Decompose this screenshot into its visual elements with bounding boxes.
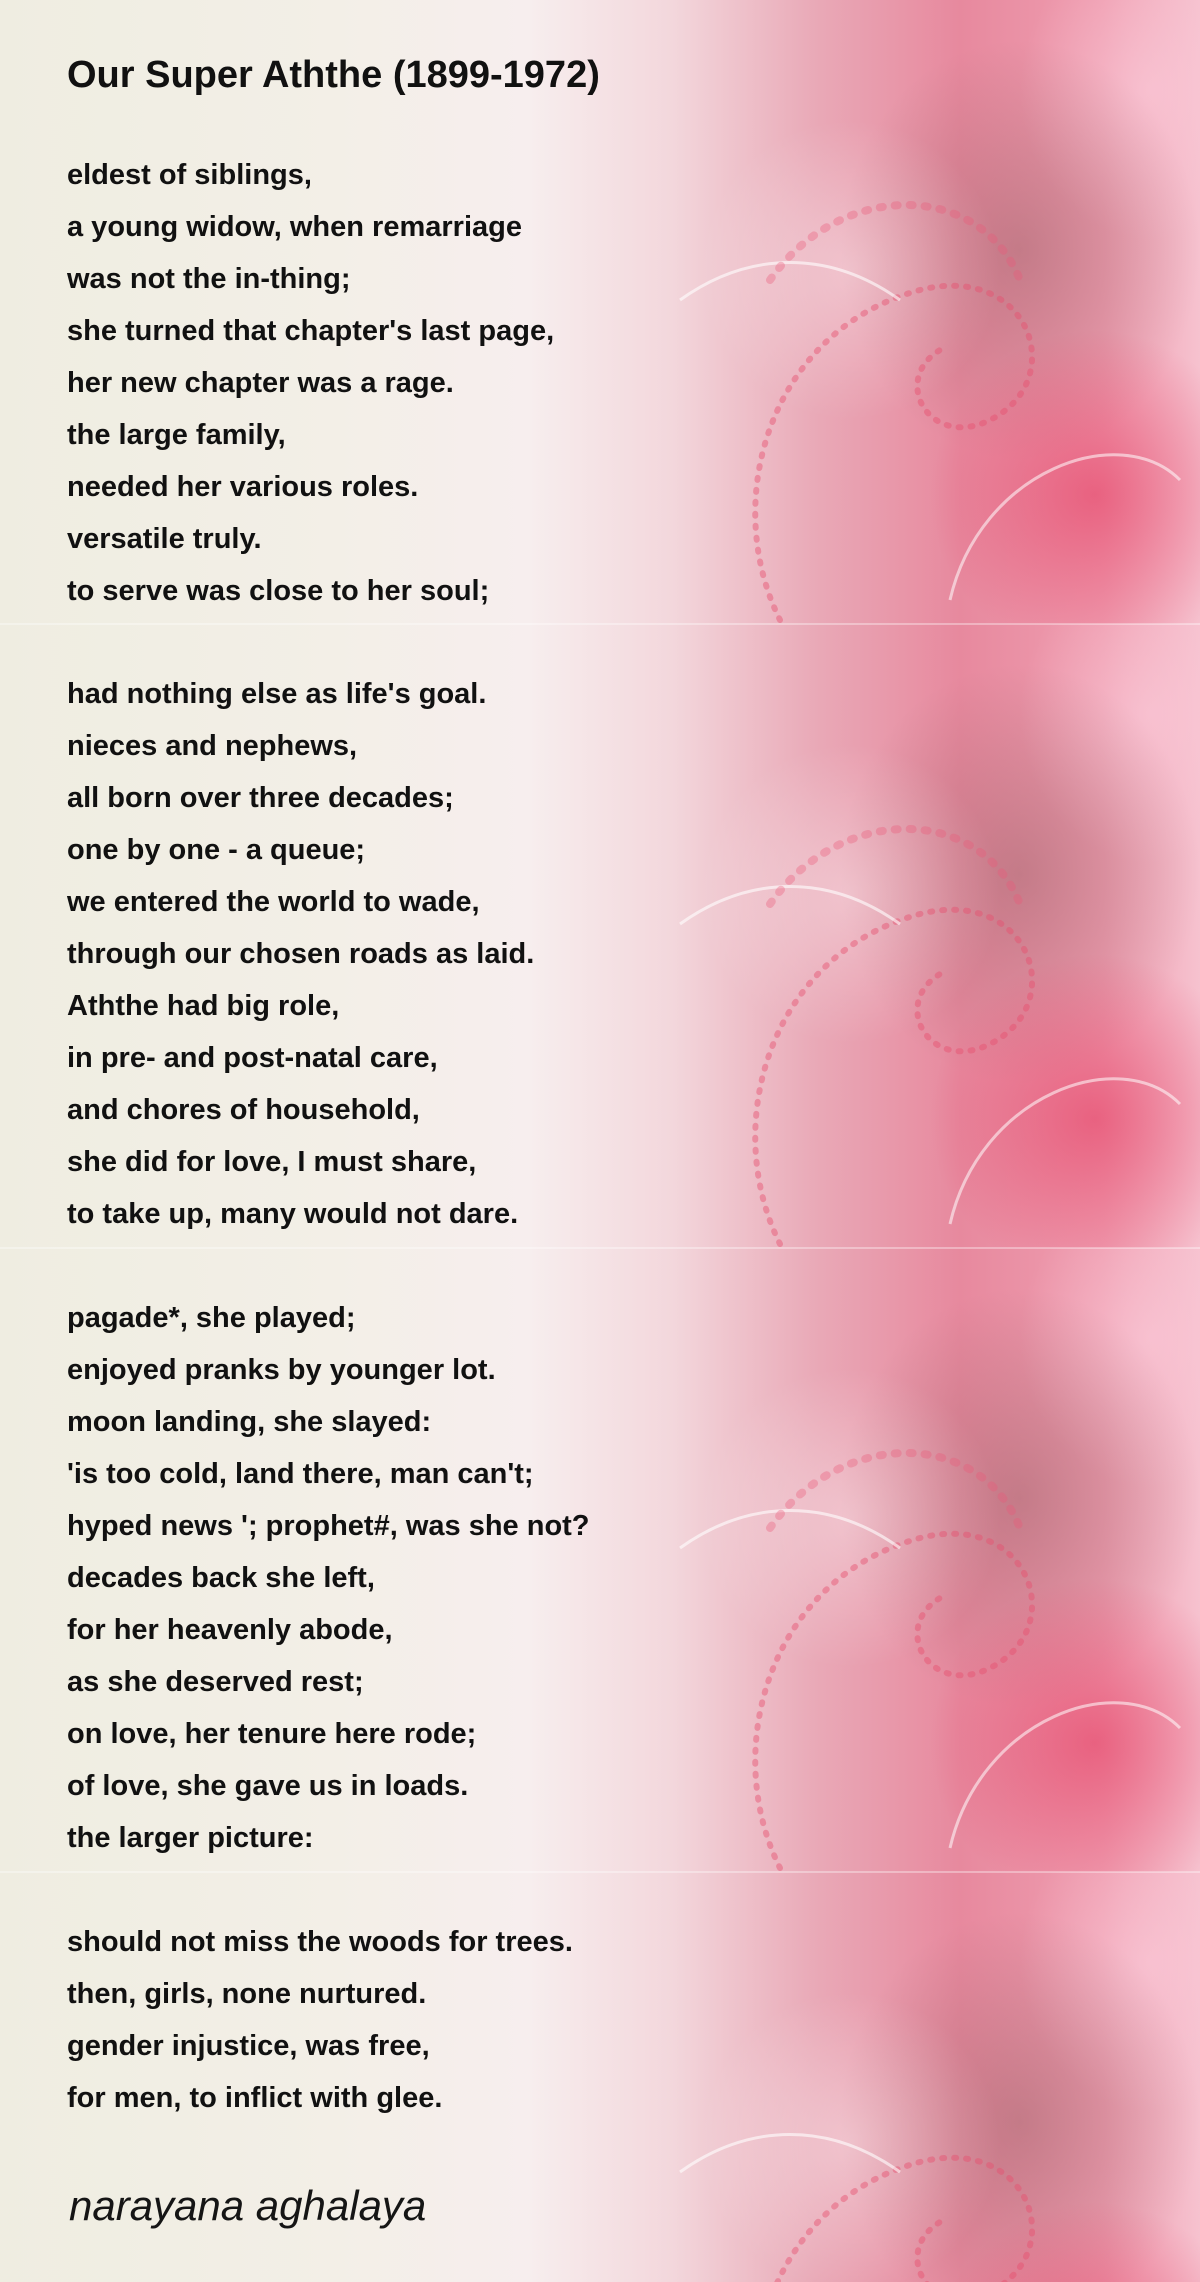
- poem-line: was not the in-thing;: [67, 263, 351, 295]
- poem-line: pagade*, she played;: [67, 1302, 356, 1334]
- poem-line: 'is too cold, land there, man can't;: [67, 1458, 534, 1490]
- poem-line: eldest of siblings,: [67, 159, 312, 191]
- poem-line: through our chosen roads as laid.: [67, 938, 535, 970]
- poem-line: and chores of household,: [67, 1094, 420, 1126]
- poem-line: the large family,: [67, 419, 286, 451]
- poem-line: needed her various roles.: [67, 471, 419, 503]
- poem-author: narayana aghalaya: [69, 2182, 427, 2229]
- poem-line: then, girls, none nurtured.: [67, 1978, 427, 2010]
- poem-line: had nothing else as life's goal.: [67, 678, 487, 710]
- poem-line: to take up, many would not dare.: [67, 1198, 519, 1230]
- poem-line: moon landing, she slayed:: [67, 1406, 432, 1438]
- poem-line: to serve was close to her soul;: [67, 575, 490, 607]
- floral-swirl-decoration: [600, 1872, 1200, 2282]
- poem-line: all born over three decades;: [67, 782, 454, 814]
- poem-line: for men, to inflict with glee.: [67, 2082, 443, 2114]
- poem-line: for her heavenly abode,: [67, 1614, 393, 1646]
- poem-line: we entered the world to wade,: [67, 886, 480, 918]
- poem-line: her new chapter was a rage.: [67, 367, 454, 399]
- poem-line: one by one - a queue;: [67, 834, 366, 866]
- poem-line: Aththe had big role,: [67, 990, 340, 1022]
- poem-line: she turned that chapter's last page,: [67, 315, 555, 347]
- poem-line: as she deserved rest;: [67, 1666, 364, 1698]
- poem-line: on love, her tenure here rode;: [67, 1718, 477, 1750]
- floral-swirl-decoration: [600, 624, 1200, 1248]
- poem-line: decades back she left,: [67, 1562, 375, 1594]
- poem-line: nieces and nephews,: [67, 730, 358, 762]
- poem-title: Our Super Aththe (1899-1972): [67, 54, 600, 96]
- poem-line: of love, she gave us in loads.: [67, 1770, 469, 1802]
- poem-line: should not miss the woods for trees.: [67, 1926, 573, 1958]
- poem-line: she did for love, I must share,: [67, 1146, 477, 1178]
- poem-line: versatile truly.: [67, 523, 262, 555]
- floral-swirl-decoration: [600, 1248, 1200, 1872]
- poem-line: in pre- and post-natal care,: [67, 1042, 438, 1074]
- poem-line: enjoyed pranks by younger lot.: [67, 1354, 496, 1386]
- floral-swirl-decoration: [600, 0, 1200, 624]
- poem-line: gender injustice, was free,: [67, 2030, 430, 2062]
- poem-line: the larger picture:: [67, 1822, 314, 1854]
- poem-line: a young widow, when remarriage: [67, 211, 522, 243]
- poem-line: hyped news '; prophet#, was she not?: [67, 1510, 590, 1542]
